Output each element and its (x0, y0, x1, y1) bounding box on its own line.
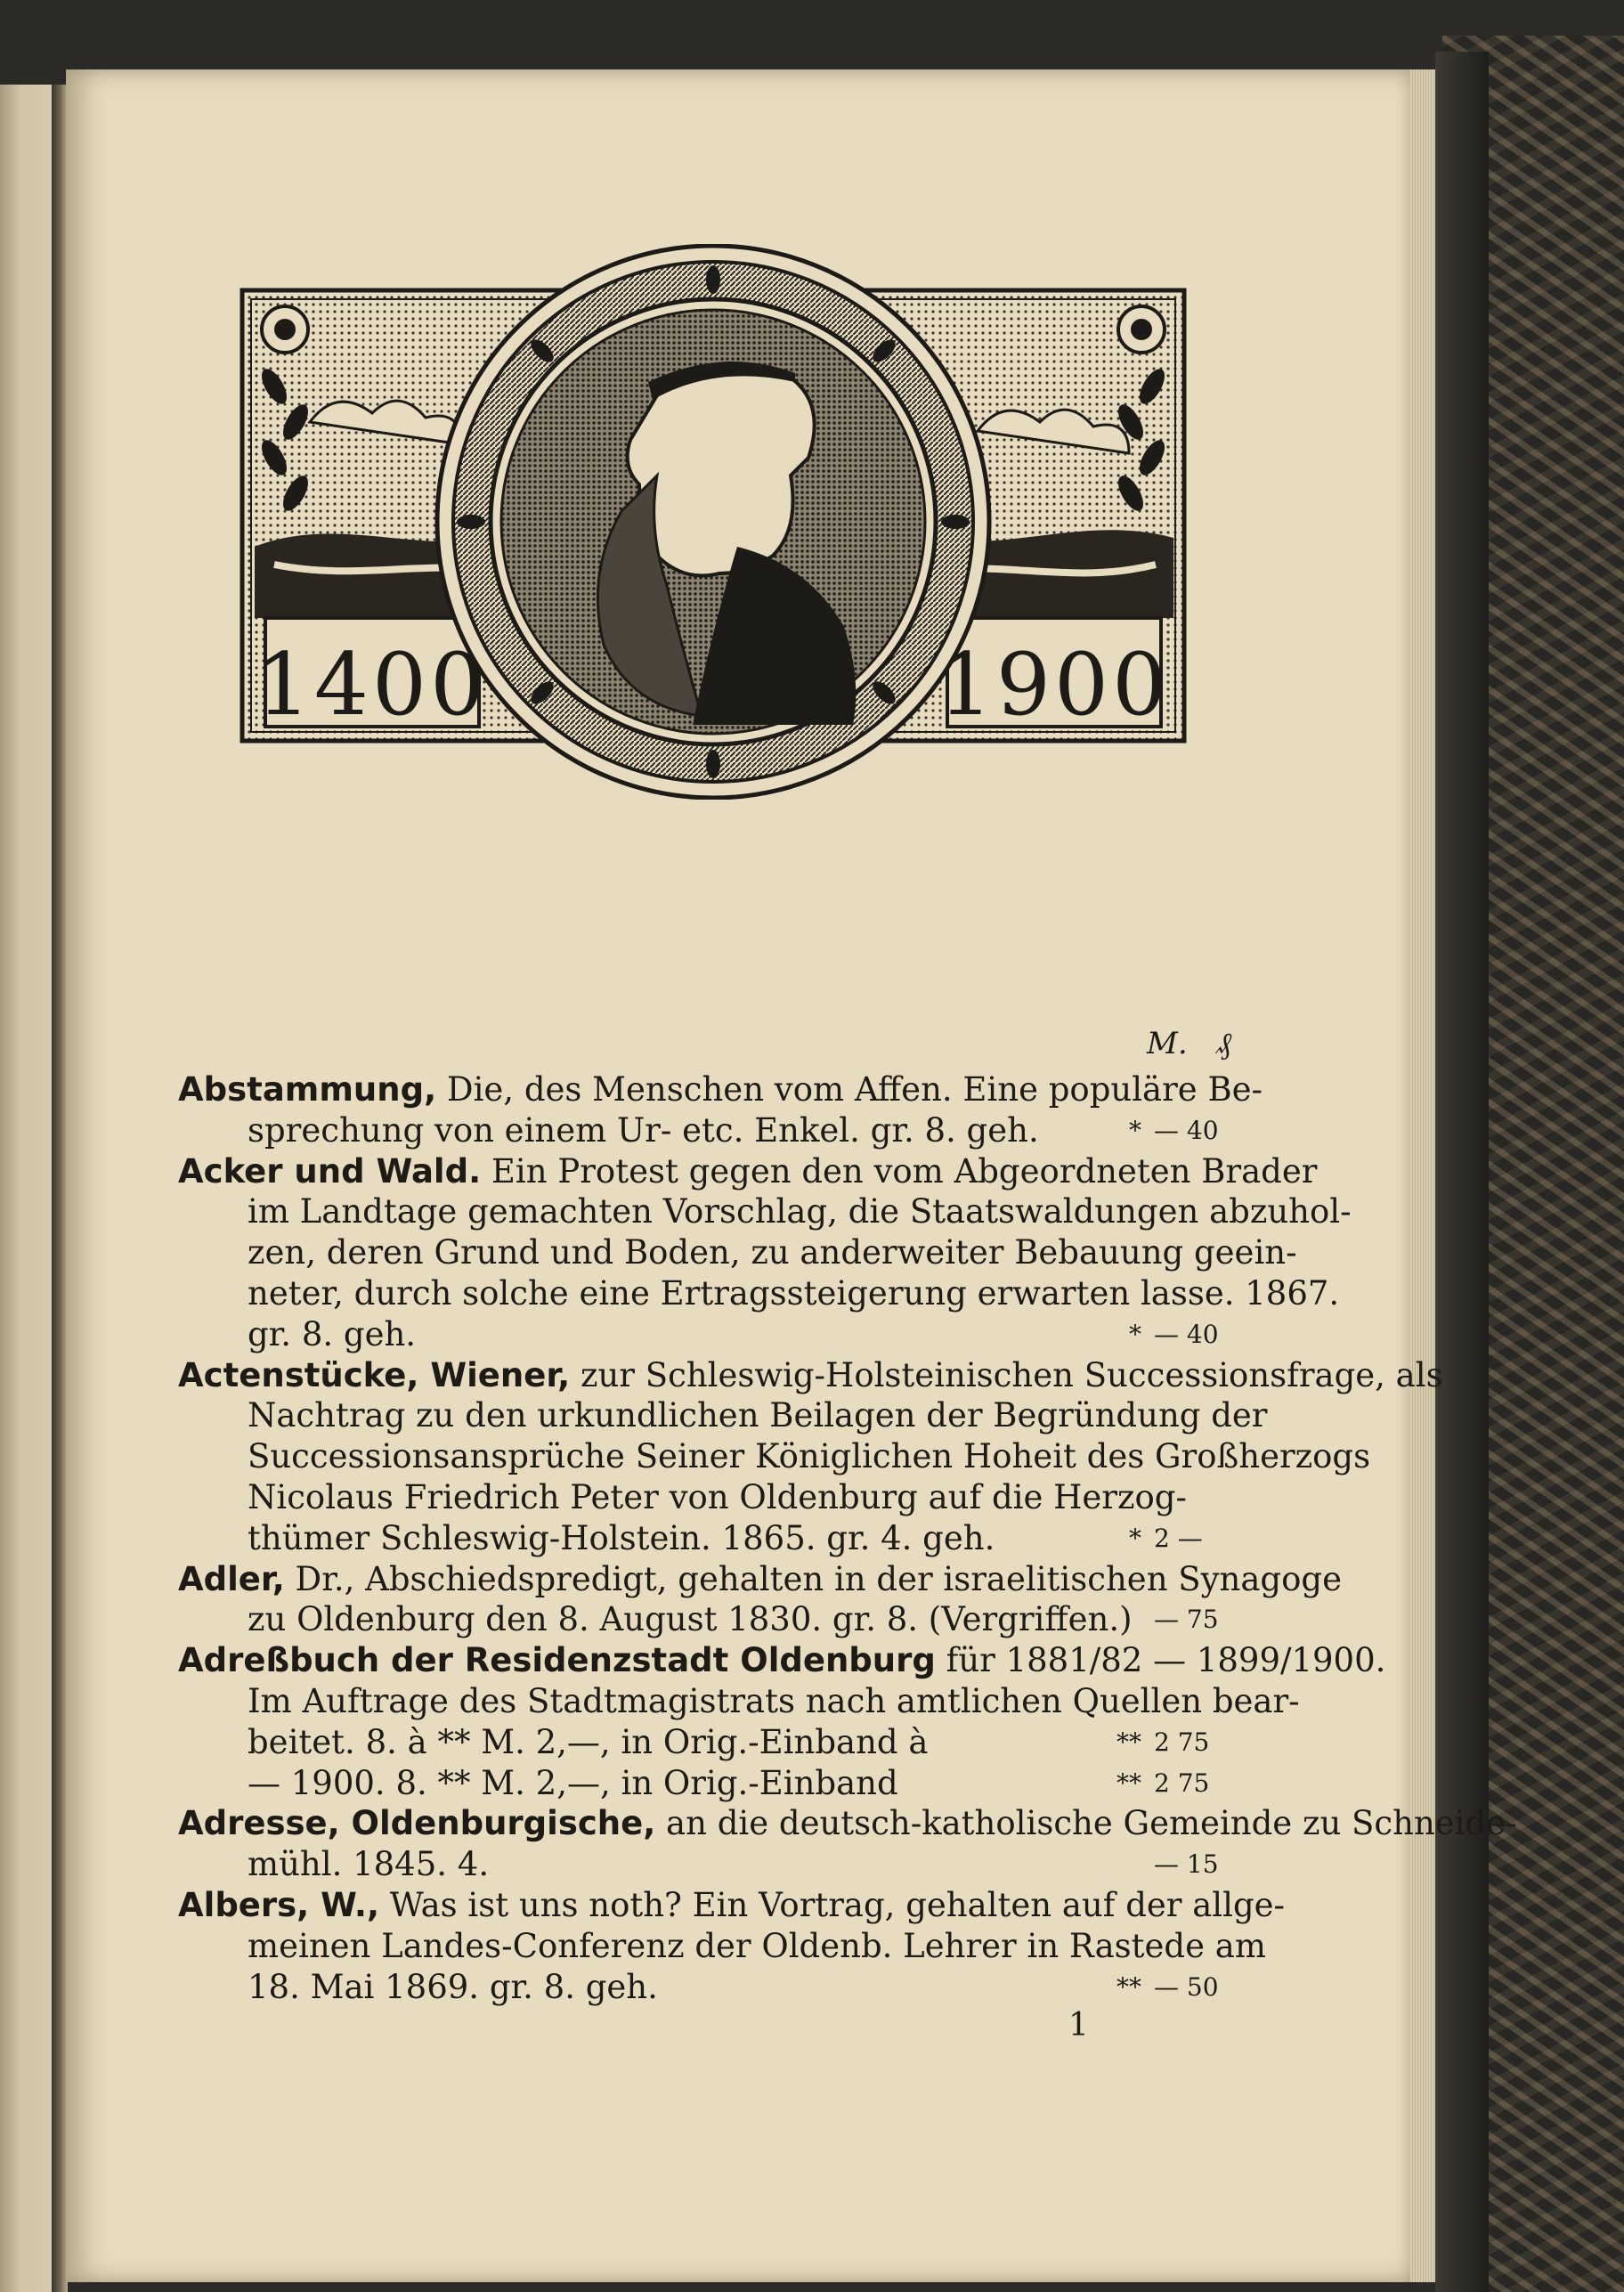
entry-line (178, 1882, 1286, 1929)
entry-line (248, 1434, 1371, 1480)
entry-text: Successionsansprüche Seiner Königlichen Hoheit des Großherzogs (248, 1437, 1371, 1476)
entry-text: Im Auftrage des Stadtmagistrats nach amtlichen Quellen bear- (248, 1682, 1300, 1720)
entry-line (248, 1678, 1300, 1725)
entry-mark: ** (1116, 1727, 1141, 1757)
entry-price: 2 75 (1154, 1768, 1210, 1798)
ornament-year-right: 1900 (938, 635, 1171, 735)
entry-price: — 15 (1154, 1849, 1219, 1880)
currency-header: M. ₰ (1147, 1026, 1232, 1061)
entry-line (178, 1067, 1263, 1113)
entry-text: sprechung von einem Ur- etc. Enkel. gr. 8. geh. (248, 1110, 1039, 1150)
entry-mark: * (1129, 1319, 1141, 1349)
entry-text: Ein Protest gegen den vom Abgeordneten Brader (481, 1151, 1318, 1191)
entry-mark: ** (1116, 1971, 1141, 2002)
entry-line (248, 1189, 1352, 1235)
entry-heading: Acker und Wald. (178, 1151, 482, 1191)
entry-text: mühl. 1845. 4. (248, 1845, 490, 1884)
entry-line (248, 1597, 1140, 1643)
entry-price: — 50 (1154, 1971, 1219, 2002)
entry-mark: * (1129, 1523, 1141, 1553)
cover-spine-edge (1435, 52, 1489, 2292)
entry-line (178, 1353, 1443, 1399)
entry-line (248, 1393, 1268, 1439)
entry-heading: Abstammung, (178, 1070, 437, 1109)
entry-line (248, 1475, 1187, 1521)
entry-text: Nicolaus Friedrich Peter von Oldenburg auf die Herzog- (248, 1478, 1187, 1516)
entry-text: an die deutsch-katholische Gemeinde zu Schneide- (655, 1804, 1517, 1843)
entry-text: 18. Mai 1869. gr. 8. geh. (248, 1967, 658, 2006)
entry-price: 2 — (1154, 1523, 1203, 1553)
entry-price: — 40 (1154, 1319, 1219, 1349)
entry-price: 2 75 (1154, 1727, 1210, 1757)
entry-line (178, 1638, 1386, 1684)
header-ornament (239, 244, 1188, 800)
entry-heading: Adreßbuch der Residenzstadt Oldenburg (178, 1641, 936, 1680)
entry-text: zur Schleswig-Holsteinischen Successionsfrage, als (570, 1355, 1443, 1394)
entry-mark: ** (1116, 1768, 1141, 1798)
entry-line (248, 1719, 1140, 1766)
entry-line (248, 1923, 1266, 1970)
entry-line (248, 1841, 1140, 1888)
entry-line (248, 1760, 1140, 1807)
entry-line (248, 1230, 1297, 1276)
entry-line (248, 1964, 1140, 2011)
page-number: 1 (1068, 2007, 1089, 2044)
entry-text: beitet. 8. à ** M. 2,—, in Orig.-Einband à (248, 1722, 929, 1761)
entry-line (178, 1556, 1342, 1603)
entry-text: zu Oldenburg den 8. August 1830. gr. 8. (Vergriffen.) (248, 1600, 1133, 1639)
entry-text: Die, des Menschen vom Affen. Eine populäre Be- (436, 1070, 1263, 1109)
entry-heading: Adresse, Oldenburgische, (178, 1804, 656, 1843)
ornament-year-left: 1400 (256, 635, 489, 735)
entry-text: meinen Landes-Conferenz der Oldenb. Lehrer in Rastede am (248, 1926, 1266, 1965)
entry-text: Dr., Abschiedspredigt, gehalten in der israelitischen Synagoge (284, 1559, 1342, 1598)
entry-text: Was ist uns noth? Ein Vortrag, gehalten auf der allge- (379, 1886, 1286, 1924)
entry-line (248, 1516, 1140, 1562)
entry-price: — 75 (1154, 1605, 1219, 1635)
entry-line (248, 1312, 1140, 1358)
entry-text: gr. 8. geh. (248, 1314, 417, 1353)
facing-page-edge (0, 85, 57, 2292)
entry-heading: Actenstücke, Wiener, (178, 1355, 571, 1394)
entry-line (178, 1149, 1318, 1195)
entry-text: für 1881/82 — 1899/1900. (935, 1641, 1386, 1680)
entry-text: im Landtage gemachten Vorschlag, die Staatswaldungen abzuhol- (248, 1192, 1352, 1231)
entry-text: — 1900. 8. ** M. 2,—, in Orig.-Einband (248, 1763, 898, 1802)
entry-heading: Adler, (178, 1559, 285, 1598)
entry-text: neter, durch solche eine Ertragssteigerung erwarten lasse. 1867. (248, 1274, 1340, 1313)
entry-price: — 40 (1154, 1115, 1219, 1145)
entry-text: thümer Schleswig-Holstein. 1865. gr. 4. geh. (248, 1518, 995, 1557)
page-stack-edge (1410, 69, 1435, 2282)
entry-line (178, 1800, 1517, 1847)
entry-line (248, 1271, 1340, 1317)
entry-heading: Albers, W., (178, 1886, 380, 1924)
entry-text: zen, deren Grund und Boden, zu anderweiter Bebauung geein- (248, 1233, 1297, 1272)
entry-text: Nachtrag zu den urkundlichen Beilagen der Begründung der (248, 1396, 1268, 1435)
entry-mark: * (1129, 1115, 1141, 1145)
entry-line (248, 1108, 1140, 1154)
